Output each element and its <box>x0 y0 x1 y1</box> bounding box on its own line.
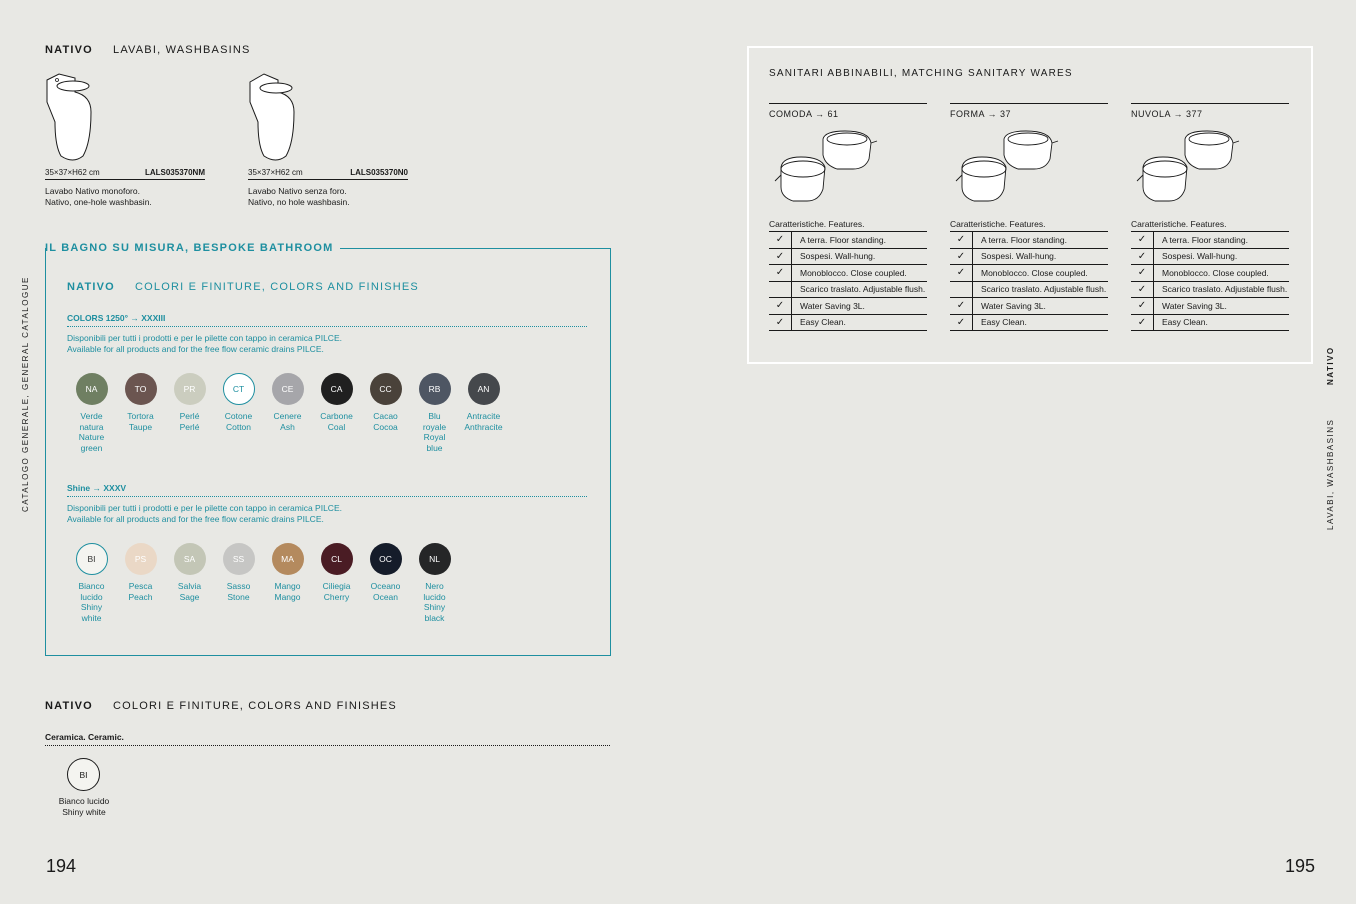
product-desc-en: Nativo, one-hole washbasin. <box>45 197 152 207</box>
swatch-label-line: Sasso <box>226 581 251 591</box>
color-swatch <box>361 543 410 623</box>
swatch-circle: CA <box>321 373 353 405</box>
feature-row <box>1131 298 1289 315</box>
swatch-label-line: Verde <box>80 411 103 421</box>
ceramic-name-en: Shiny white <box>62 806 106 817</box>
check-icon: ✓ <box>950 265 973 281</box>
check-icon: ✓ <box>769 265 792 281</box>
swatch-label-line: Perlé <box>179 411 200 421</box>
swatch-label-line: Ciliegia <box>322 581 351 591</box>
swatch-label-line: Coal <box>327 421 346 432</box>
swatch-label <box>67 581 116 623</box>
color-swatch <box>312 543 361 623</box>
features-head: Caratteristiche. Features. <box>769 219 927 232</box>
feature-row <box>950 265 1108 282</box>
swatch-label-line: Cotone <box>224 411 253 421</box>
check-icon: ✓ <box>769 298 792 314</box>
colors-note <box>67 333 342 355</box>
swatch-label-line: blue <box>426 442 443 453</box>
side-title: LAVABI, WASHBASINS <box>1326 418 1335 530</box>
swatch-label-line: natura <box>79 421 104 432</box>
check-icon: ✓ <box>950 298 973 314</box>
shine-note <box>67 503 342 525</box>
ceramic-swatch: BI <box>67 758 100 791</box>
swatch-circle: SS <box>223 543 255 575</box>
swatch-label <box>312 581 361 602</box>
swatch-label <box>459 411 508 432</box>
feature-row <box>769 232 927 249</box>
toilet-bidet-illustration <box>1135 129 1289 211</box>
sanitary-column <box>1131 103 1289 331</box>
check-icon: ✓ <box>950 315 973 331</box>
feature-row <box>1131 282 1289 299</box>
color-swatch <box>67 543 116 623</box>
color-swatch <box>263 373 312 453</box>
swatch-circle: CL <box>321 543 353 575</box>
swatch-label-line: Stone <box>227 591 250 602</box>
swatch-label-line: Oceano <box>370 581 401 591</box>
color-swatch <box>214 373 263 453</box>
product-dim: 35×37×H62 cm <box>248 168 303 177</box>
feature-label: Easy Clean. <box>1162 317 1208 328</box>
color-swatch <box>459 373 508 453</box>
shine-label: Shine → XXXV <box>67 483 587 497</box>
column-title: FORMA → 37 <box>950 103 1108 119</box>
ceramic-label: Ceramica. Ceramic. <box>45 732 610 746</box>
column-title: NUVOLA → 377 <box>1131 103 1289 119</box>
swatch-label-line: Tortora <box>127 411 154 421</box>
check-icon: ✓ <box>769 249 792 265</box>
feature-row <box>950 232 1108 249</box>
colors-note-en: Available for all products and for the free flow ceramic drains PILCE. <box>67 344 324 354</box>
bottom-title: COLORI E FINITURE, COLORS AND FINISHES <box>113 700 397 712</box>
swatch-label-line: Royal <box>423 432 446 442</box>
swatch-label-line: Peach <box>128 591 153 602</box>
swatch-label-line: Mango <box>274 591 301 602</box>
color-swatch <box>116 543 165 623</box>
swatch-label-line: lucido <box>80 591 103 602</box>
check-icon <box>950 282 973 298</box>
feature-label: Easy Clean. <box>800 317 846 328</box>
product-card <box>45 72 205 208</box>
check-icon: ✓ <box>769 232 792 248</box>
features-head: Caratteristiche. Features. <box>1131 219 1289 232</box>
swatch-circle: CC <box>370 373 402 405</box>
feature-label: A terra. Floor standing. <box>800 234 886 245</box>
feature-label: Water Saving 3L. <box>800 300 865 311</box>
swatch-label-line: Carbone <box>320 411 353 421</box>
swatch-label <box>361 411 410 432</box>
features-head: Caratteristiche. Features. <box>950 219 1108 232</box>
check-icon: ✓ <box>950 232 973 248</box>
feature-label: Sospesi. Wall-hung. <box>1162 251 1238 262</box>
swatch-label <box>214 411 263 432</box>
swatch-label <box>263 581 312 602</box>
column-title: COMODA → 61 <box>769 103 927 119</box>
swatch-label-line: Sage <box>179 591 200 602</box>
swatch-label-line: Cotton <box>225 421 252 432</box>
swatch-label-line: green <box>80 442 103 453</box>
swatch-label-line: Pesca <box>128 581 153 591</box>
swatch-label-line: Perlé <box>179 421 200 432</box>
shine-note-en: Available for all products and for the free flow ceramic drains PILCE. <box>67 514 324 524</box>
feature-row <box>950 249 1108 266</box>
swatch-label <box>410 581 459 623</box>
ceramic-name <box>45 796 123 817</box>
swatch-label <box>410 411 459 453</box>
color-swatch <box>165 543 214 623</box>
feature-label: Easy Clean. <box>981 317 1027 328</box>
swatch-circle: PS <box>125 543 157 575</box>
washbasin-illustration <box>248 72 308 162</box>
feature-row <box>769 282 927 299</box>
swatch-label <box>67 411 116 453</box>
toilet-bidet-illustration <box>954 129 1108 211</box>
feature-label: Monoblocco. Close coupled. <box>1162 267 1269 278</box>
swatch-label-line: Ocean <box>372 591 399 602</box>
feature-label: Sospesi. Wall-hung. <box>981 251 1057 262</box>
swatch-label <box>165 411 214 432</box>
feature-label: A terra. Floor standing. <box>1162 234 1248 245</box>
product-code: LALS035370NM <box>144 168 205 177</box>
section-brand: NATIVO <box>45 44 93 56</box>
feature-label: Water Saving 3L. <box>1162 300 1227 311</box>
swatch-label-line: Shiny <box>80 602 103 612</box>
swatch-label-line: Shiny <box>423 602 446 612</box>
ceramic-name-it: Bianco lucido <box>58 796 110 806</box>
swatch-label <box>116 581 165 602</box>
swatch-label <box>361 581 410 602</box>
swatch-circle: SA <box>174 543 206 575</box>
side-brand: NATIVO <box>1326 346 1335 385</box>
swatch-label <box>214 581 263 602</box>
feature-row <box>1131 249 1289 266</box>
color-swatch <box>263 543 312 623</box>
feature-row <box>1131 265 1289 282</box>
swatch-circle: PR <box>174 373 206 405</box>
swatch-circle: AN <box>468 373 500 405</box>
shine-swatches <box>67 543 459 623</box>
swatch-circle: OC <box>370 543 402 575</box>
swatch-label-line: Anthracite <box>464 421 503 432</box>
swatch-circle: TO <box>125 373 157 405</box>
product-code: LALS035370N0 <box>350 168 408 177</box>
box-brand: NATIVO <box>67 281 115 293</box>
feature-row <box>769 265 927 282</box>
check-icon: ✓ <box>950 249 973 265</box>
page-number-right: 195 <box>1285 856 1316 876</box>
color-swatch <box>214 543 263 623</box>
washbasin-illustration <box>45 72 105 162</box>
swatch-label <box>312 411 361 432</box>
swatch-circle: MA <box>272 543 304 575</box>
feature-row <box>769 315 927 332</box>
swatch-label-line: Bianco <box>78 581 105 591</box>
check-icon: ✓ <box>1131 232 1154 248</box>
feature-label: Scarico traslato. Adjustable flush. <box>981 284 1107 295</box>
product-card <box>248 72 408 208</box>
check-icon: ✓ <box>1131 282 1154 298</box>
bespoke-title: IL BAGNO SU MISURA, BESPOKE BATHROOM <box>45 242 334 254</box>
swatch-circle: CE <box>272 373 304 405</box>
matching-panel <box>747 46 1313 364</box>
color-swatch <box>165 373 214 453</box>
colors-label: COLORS 1250° → XXXIII <box>67 313 587 327</box>
swatch-label-line: Antracite <box>466 411 501 421</box>
colors-note-it: Disponibili per tutti i prodotti e per le pilette con tappo in ceramica PILCE. <box>67 333 342 343</box>
feature-label: Scarico traslato. Adjustable flush. <box>800 284 926 295</box>
sanitary-column <box>769 103 927 331</box>
check-icon <box>769 282 792 298</box>
page-number-left: 194 <box>46 856 77 876</box>
product-desc-en: Nativo, no hole washbasin. <box>248 197 350 207</box>
feature-row <box>950 315 1108 332</box>
feature-label: A terra. Floor standing. <box>981 234 1067 245</box>
feature-label: Monoblocco. Close coupled. <box>800 267 907 278</box>
swatch-label-line: lucido <box>423 591 446 602</box>
swatch-circle: CT <box>223 373 255 405</box>
feature-row <box>1131 315 1289 332</box>
feature-label: Monoblocco. Close coupled. <box>981 267 1088 278</box>
swatch-label-line: Cherry <box>323 591 350 602</box>
swatch-label-line: Cacao <box>373 411 398 421</box>
product-desc-it: Lavabo Nativo monoforo. <box>45 186 140 196</box>
feature-row <box>769 298 927 315</box>
color-swatch <box>410 543 459 623</box>
swatch-label-line: Taupe <box>128 421 153 432</box>
color-swatch <box>116 373 165 453</box>
shine-note-it: Disponibili per tutti i prodotti e per le pilette con tappo in ceramica PILCE. <box>67 503 342 513</box>
swatch-label-line: Nature <box>78 432 105 442</box>
swatch-label-line: white <box>81 612 102 623</box>
check-icon: ✓ <box>1131 298 1154 314</box>
swatch-label-line: royale <box>422 421 447 432</box>
check-icon: ✓ <box>1131 265 1154 281</box>
product-desc-it: Lavabo Nativo senza foro. <box>248 186 347 196</box>
bottom-brand: NATIVO <box>45 700 93 712</box>
feature-row <box>1131 232 1289 249</box>
box-title: COLORI E FINITURE, COLORS AND FINISHES <box>135 281 419 293</box>
feature-label: Scarico traslato. Adjustable flush. <box>1162 284 1288 295</box>
swatch-label-line: Cenere <box>273 411 302 421</box>
panel-title: SANITARI ABBINABILI, MATCHING SANITARY WARES <box>769 68 1073 79</box>
check-icon: ✓ <box>769 315 792 331</box>
swatch-label-line: black <box>424 612 445 623</box>
feature-row <box>769 249 927 266</box>
swatch-label <box>263 411 312 432</box>
check-icon: ✓ <box>1131 249 1154 265</box>
color-swatch <box>361 373 410 453</box>
swatch-label-line: Mango <box>274 581 301 591</box>
section-title: LAVABI, WASHBASINS <box>113 44 251 56</box>
feature-label: Water Saving 3L. <box>981 300 1046 311</box>
color-swatch <box>312 373 361 453</box>
swatch-label-line: Ash <box>280 421 295 432</box>
swatch-label-line: Nero <box>425 581 444 591</box>
swatch-label <box>165 581 214 602</box>
sanitary-column <box>950 103 1108 331</box>
swatch-circle: BI <box>76 543 108 575</box>
color-swatch <box>67 373 116 453</box>
toilet-bidet-illustration <box>773 129 927 211</box>
color-swatch <box>410 373 459 453</box>
colors-swatches <box>67 373 508 453</box>
product-dim: 35×37×H62 cm <box>45 168 100 177</box>
feature-label: Sospesi. Wall-hung. <box>800 251 876 262</box>
swatch-label-line: Salvia <box>177 581 202 591</box>
swatch-circle: NA <box>76 373 108 405</box>
feature-row <box>950 298 1108 315</box>
swatch-label <box>116 411 165 432</box>
swatch-label-line: Blu <box>428 411 441 421</box>
feature-row <box>950 282 1108 299</box>
swatch-circle: NL <box>419 543 451 575</box>
swatch-circle: RB <box>419 373 451 405</box>
swatch-label-line: Cocoa <box>373 421 398 432</box>
check-icon: ✓ <box>1131 315 1154 331</box>
side-catalogue-text: CATALOGO GENERALE, GENERAL CATALOGUE <box>21 276 30 512</box>
